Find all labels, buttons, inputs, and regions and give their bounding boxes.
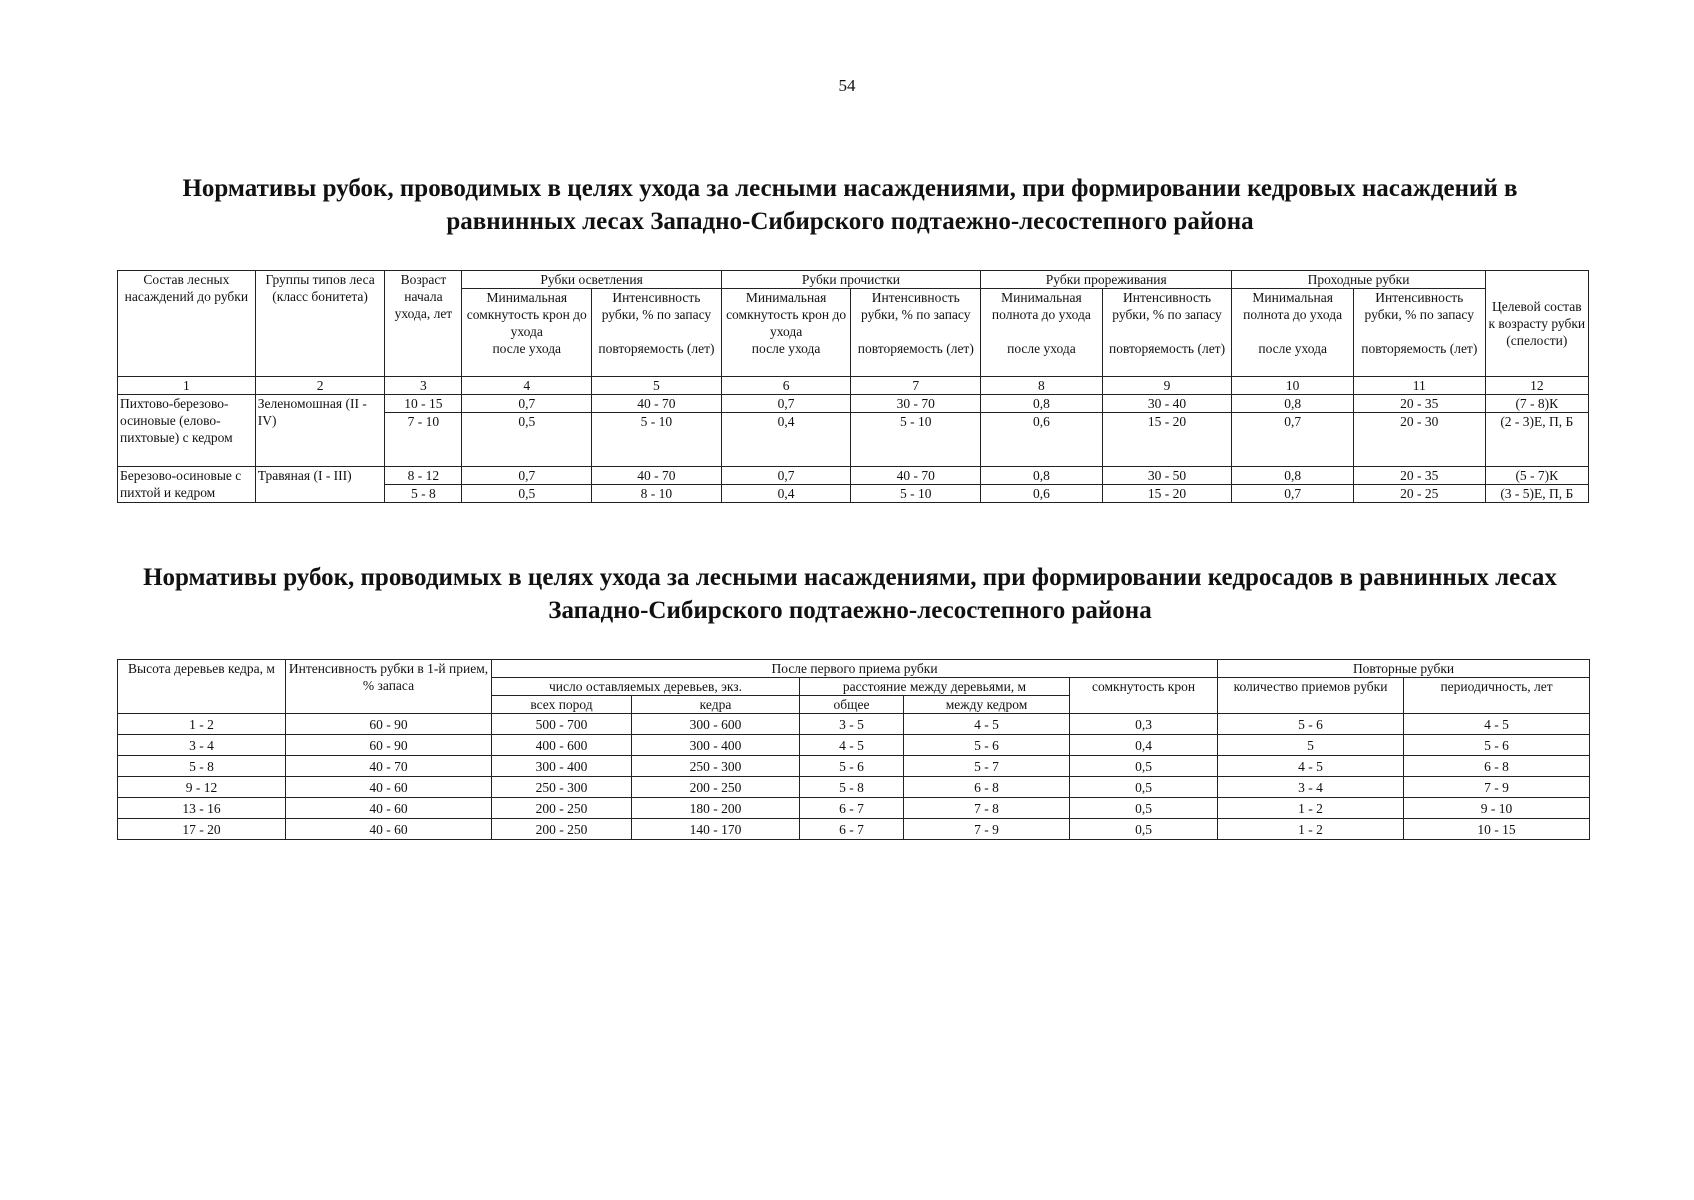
header-row-1 [118,271,1589,289]
sub-after: после ухода [462,340,592,376]
header-period: периодичность, лет [1404,678,1590,714]
table-cell: 3 - 5 [800,714,904,735]
table-cell: 0,5 [1070,777,1218,798]
table-cell: 60 - 90 [286,735,492,756]
table-cell: 0,5 [462,412,592,466]
sub-min-density: Минимальная полнота до ухода [1232,289,1354,341]
header-intensity: Интенсивность рубки в 1-й прием, % запаса [286,660,492,714]
col-num: 1 [118,376,256,394]
header-forest-type: Группы типов леса (класс бонитета) [255,271,385,377]
table-cell: 0,4 [1070,735,1218,756]
header-distance: расстояние между деревьями, м [800,678,1070,696]
table-cell: 40 - 60 [286,777,492,798]
table-cell: 8 - 10 [592,484,722,502]
table-cell: 7 - 9 [904,819,1070,840]
table-cell: 40 - 70 [592,394,722,412]
table-cell: 10 - 15 [385,394,462,412]
table-cell: 0,7 [462,394,592,412]
sub-intensity: Интенсивность рубки, % по запасу [592,289,722,341]
header-cleaning: Рубки прочистки [721,271,980,289]
table-cell: (7 - 8)К [1485,394,1588,412]
header-cedar: кедра [632,696,800,714]
table-cell: 40 - 70 [286,756,492,777]
table-cell: 0,6 [981,484,1103,502]
table-cell: 4 - 5 [1404,714,1590,735]
table-cell: 400 - 600 [492,735,632,756]
sub-after: после ухода [981,340,1103,376]
table-cell: 9 - 10 [1404,798,1590,819]
table-cell: 5 - 6 [1218,714,1404,735]
table-cell: 4 - 5 [1218,756,1404,777]
col-num: 3 [385,376,462,394]
table-cell: 200 - 250 [492,819,632,840]
table-cell: 3 - 4 [1218,777,1404,798]
sub-after: после ухода [721,340,851,376]
table-cell: 40 - 70 [851,466,981,484]
forest-type-cell: Травяная (I - III) [255,466,385,502]
table-cell: 30 - 40 [1102,394,1232,412]
table-row [118,777,1590,798]
table-cell: 5 - 6 [904,735,1070,756]
table-cell: 40 - 70 [592,466,722,484]
table-cell: 200 - 250 [632,777,800,798]
table-cell: 6 - 7 [800,819,904,840]
table-row [118,756,1590,777]
col-num: 4 [462,376,592,394]
table-cell: 30 - 70 [851,394,981,412]
sub-repeat: повторяемость (лет) [1102,340,1232,376]
table-cell: 250 - 300 [632,756,800,777]
table-cell: 0,8 [1232,466,1354,484]
table-cell: 60 - 90 [286,714,492,735]
table-cell: 3 - 4 [118,735,286,756]
col-num: 7 [851,376,981,394]
header-thinning: Рубки прореживания [981,271,1232,289]
table-cell: 500 - 700 [492,714,632,735]
header-row-1 [118,660,1590,678]
sub-repeat: повторяемость (лет) [851,340,981,376]
table-cell: 6 - 7 [800,798,904,819]
table-cell: 15 - 20 [1102,412,1232,466]
table-cell: 300 - 400 [492,756,632,777]
table-cell: 300 - 600 [632,714,800,735]
forest-type-cell: Зеленомошная (II - IV) [255,394,385,466]
header-lightening: Рубки осветления [462,271,721,289]
table-cell: 5 - 6 [1404,735,1590,756]
header-crown: сомкнутость крон [1070,678,1218,714]
table-cell: 300 - 400 [632,735,800,756]
table-cell: (2 - 3)Е, П, Б [1485,412,1588,466]
header-height: Высота деревьев кедра, м [118,660,286,714]
table-cell: 4 - 5 [904,714,1070,735]
table-cell: 0,3 [1070,714,1218,735]
table-cell: 4 - 5 [800,735,904,756]
header-trees-left: число оставляемых деревьев, экз. [492,678,800,696]
table-cell: 5 - 10 [851,412,981,466]
table-cell: 40 - 60 [286,819,492,840]
col-num: 2 [255,376,385,394]
table2-title: Нормативы рубок, проводимых в целях ухода за лесными насаждениями, при формировании кедросадов в равнинных лесах Западно-Сибирского подтаежно-лесостепного района [143,564,1557,624]
table-cell: 7 - 9 [1404,777,1590,798]
table-cell: 0,4 [721,484,851,502]
table-cell: 15 - 20 [1102,484,1232,502]
table-row [118,798,1590,819]
header-passage: Проходные рубки [1232,271,1485,289]
table-cell: 0,7 [1232,484,1354,502]
page-number: 54 [838,76,856,95]
col-num: 11 [1353,376,1485,394]
table-cell: 0,5 [1070,819,1218,840]
table-cell: 17 - 20 [118,819,286,840]
sub-min-crown: Минимальная сомкнутость крон до ухода [721,289,851,341]
table-cell: 200 - 250 [492,798,632,819]
header-between-cedar: между кедром [904,696,1070,714]
col-num: 8 [981,376,1103,394]
col-num: 6 [721,376,851,394]
table-cell: 0,5 [462,484,592,502]
header-all-species: всех пород [492,696,632,714]
cedar-gardens-table [117,659,1590,840]
table-cell: 0,5 [1070,756,1218,777]
sub-min-crown: Минимальная сомкнутость крон до ухода [462,289,592,341]
table-cell: 20 - 35 [1353,466,1485,484]
table-cell: 6 - 8 [904,777,1070,798]
table-cell: 0,5 [1070,798,1218,819]
table-cell: 13 - 16 [118,798,286,819]
table-row [118,394,1589,412]
table-cell: 0,7 [462,466,592,484]
table-cell: 140 - 170 [632,819,800,840]
table-cell: 8 - 12 [385,466,462,484]
column-numbers-row [118,376,1589,394]
table-cell: 5 - 6 [800,756,904,777]
table-cell: 5 - 8 [118,756,286,777]
sub-min-density: Минимальная полнота до ухода [981,289,1103,341]
sub-after: после ухода [1232,340,1354,376]
table-cell: 6 - 8 [1404,756,1590,777]
table-cell: 30 - 50 [1102,466,1232,484]
table-row [118,735,1590,756]
composition-cell: Пихтово-березово-осиновые (елово-пихтовые) с кедром [118,394,256,466]
table-cell: 5 [1218,735,1404,756]
col-num: 5 [592,376,722,394]
header-count: количество приемов рубки [1218,678,1404,714]
header-start-age: Возраст начала ухода, лет [385,271,462,377]
table1-title: Нормативы рубок, проводимых в целях ухода за лесными насаждениями, при формировании кедровых насаждений в равнинных лесах Западно-Сибирского подтаежно-лесостепного района [182,175,1518,235]
col-num: 12 [1485,376,1588,394]
composition-cell: Березово-осиновые с пихтой и кедром [118,466,256,502]
table-cell: 5 - 8 [385,484,462,502]
table-cell: 5 - 8 [800,777,904,798]
table-row [118,466,1589,484]
sub-repeat: повторяемость (лет) [592,340,722,376]
header-target-composition: Целевой состав к возрасту рубки (спелости) [1485,271,1588,377]
table-cell: (3 - 5)Е, П, Б [1485,484,1588,502]
table-cell: 0,7 [721,394,851,412]
table-cell: 20 - 35 [1353,394,1485,412]
header-repeat-cuts: Повторные рубки [1218,660,1590,678]
table-cell: 5 - 7 [904,756,1070,777]
table-cell: 180 - 200 [632,798,800,819]
table-cell: 0,8 [1232,394,1354,412]
sub-repeat: повторяемость (лет) [1353,340,1485,376]
table-cell: 40 - 60 [286,798,492,819]
table-cell: 5 - 10 [851,484,981,502]
table-cell: 0,8 [981,466,1103,484]
table-cell: 250 - 300 [492,777,632,798]
table-cell: 0,4 [721,412,851,466]
table-cell: 0,8 [981,394,1103,412]
table-cell: 1 - 2 [1218,798,1404,819]
table-cell: 0,7 [721,466,851,484]
table-cell: 9 - 12 [118,777,286,798]
table-row [118,819,1590,840]
header-composition: Состав лесных насаждений до рубки [118,271,256,377]
table-cell: 5 - 10 [592,412,722,466]
col-num: 9 [1102,376,1232,394]
table-cell: 0,7 [1232,412,1354,466]
header-after-first: После первого приема рубки [492,660,1218,678]
sub-intensity: Интенсивность рубки, % по запасу [1102,289,1232,341]
col-num: 10 [1232,376,1354,394]
table-cell: 7 - 8 [904,798,1070,819]
table-cell: (5 - 7)К [1485,466,1588,484]
sub-intensity: Интенсивность рубки, % по запасу [1353,289,1485,341]
table-cell: 20 - 25 [1353,484,1485,502]
table-cell: 10 - 15 [1404,819,1590,840]
table-cell: 7 - 10 [385,412,462,466]
table-cell: 0,6 [981,412,1103,466]
sub-intensity: Интенсивность рубки, % по запасу [851,289,981,341]
table-cell: 20 - 30 [1353,412,1485,466]
header-total: общее [800,696,904,714]
table-cell: 1 - 2 [118,714,286,735]
table-row [118,714,1590,735]
table-cell: 1 - 2 [1218,819,1404,840]
cedar-stands-table [117,270,1589,503]
